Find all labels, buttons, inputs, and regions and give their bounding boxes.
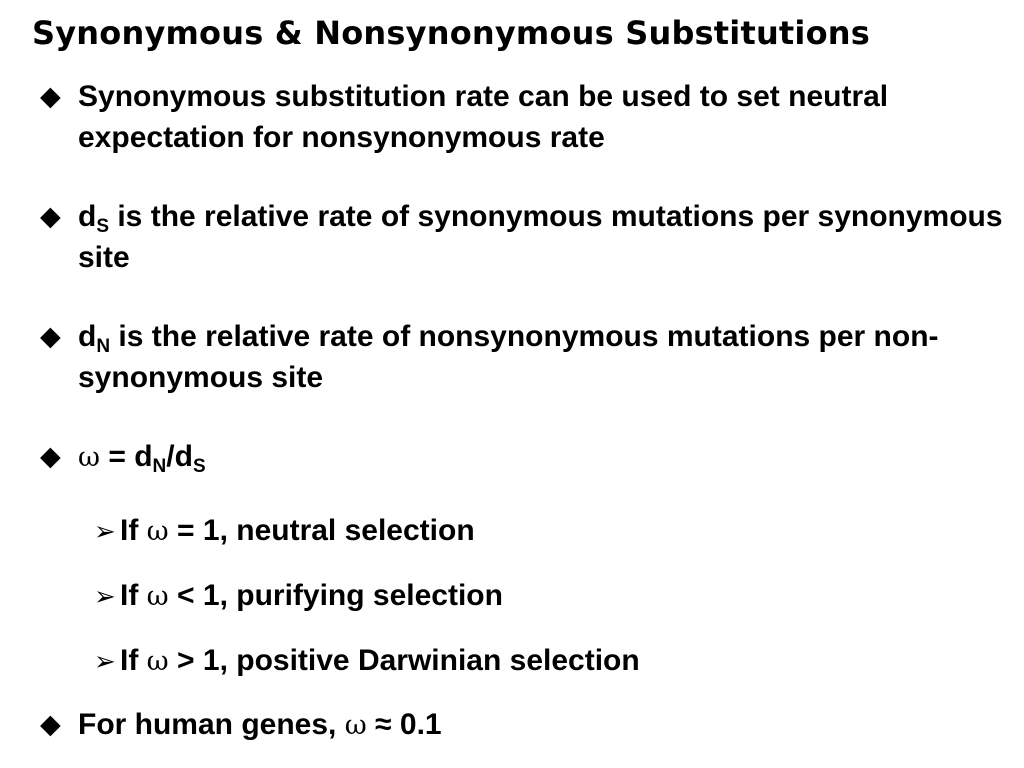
bullet-text: $d_N$ is the relative rate of nonsynonymous mutations per non-synonymous site <box>78 320 939 394</box>
arrow-bullet-icon: ➢ <box>94 646 116 676</box>
bullet-synonymous-rate <box>40 76 1020 158</box>
omega-symbol: ω <box>78 442 101 473</box>
bullet-text: For human genes, ω ≈ 0.1 <box>78 708 442 741</box>
omega-symbol: ω <box>344 710 367 741</box>
arrow-bullet-icon: ➢ <box>94 581 116 611</box>
diamond-bullet-icon: ◆ <box>40 321 61 351</box>
arrow-bullet-icon: ➢ <box>94 516 116 546</box>
bullet-dn-definition <box>40 316 1020 398</box>
diamond-bullet-icon: ◆ <box>40 441 61 471</box>
omega-symbol: ω <box>146 516 169 547</box>
diamond-bullet-icon: ◆ <box>40 81 61 111</box>
sub-bullet-positive: ➢ If ω > 1, positive Darwinian selection <box>94 640 1014 682</box>
sub-bullet-neutral: ➢ If ω = 1, neutral selection <box>94 510 1014 552</box>
bullet-text: $\omega = d_N/d_S$ <box>78 440 206 477</box>
bullet-omega-equation <box>40 436 1020 478</box>
diamond-bullet-icon: ◆ <box>40 709 61 739</box>
omega-symbol: ω <box>146 646 169 677</box>
diamond-bullet-icon: ◆ <box>40 201 61 231</box>
sub-bullet-purifying: ➢ If ω < 1, purifying selection <box>94 575 1014 617</box>
bullet-ds-definition <box>40 196 1020 278</box>
slide-title: Synonymous & Nonsynonymous Substitutions <box>32 14 871 52</box>
bullet-text: $d_S$ is the relative rate of synonymous mutations per synonymous site <box>78 200 1003 274</box>
bullet-text: Synonymous substitution rate can be used to set neutral expectation for nonsynonymous rate <box>78 80 889 154</box>
bullet-human-genes <box>40 704 1020 746</box>
omega-symbol: ω <box>146 581 169 612</box>
